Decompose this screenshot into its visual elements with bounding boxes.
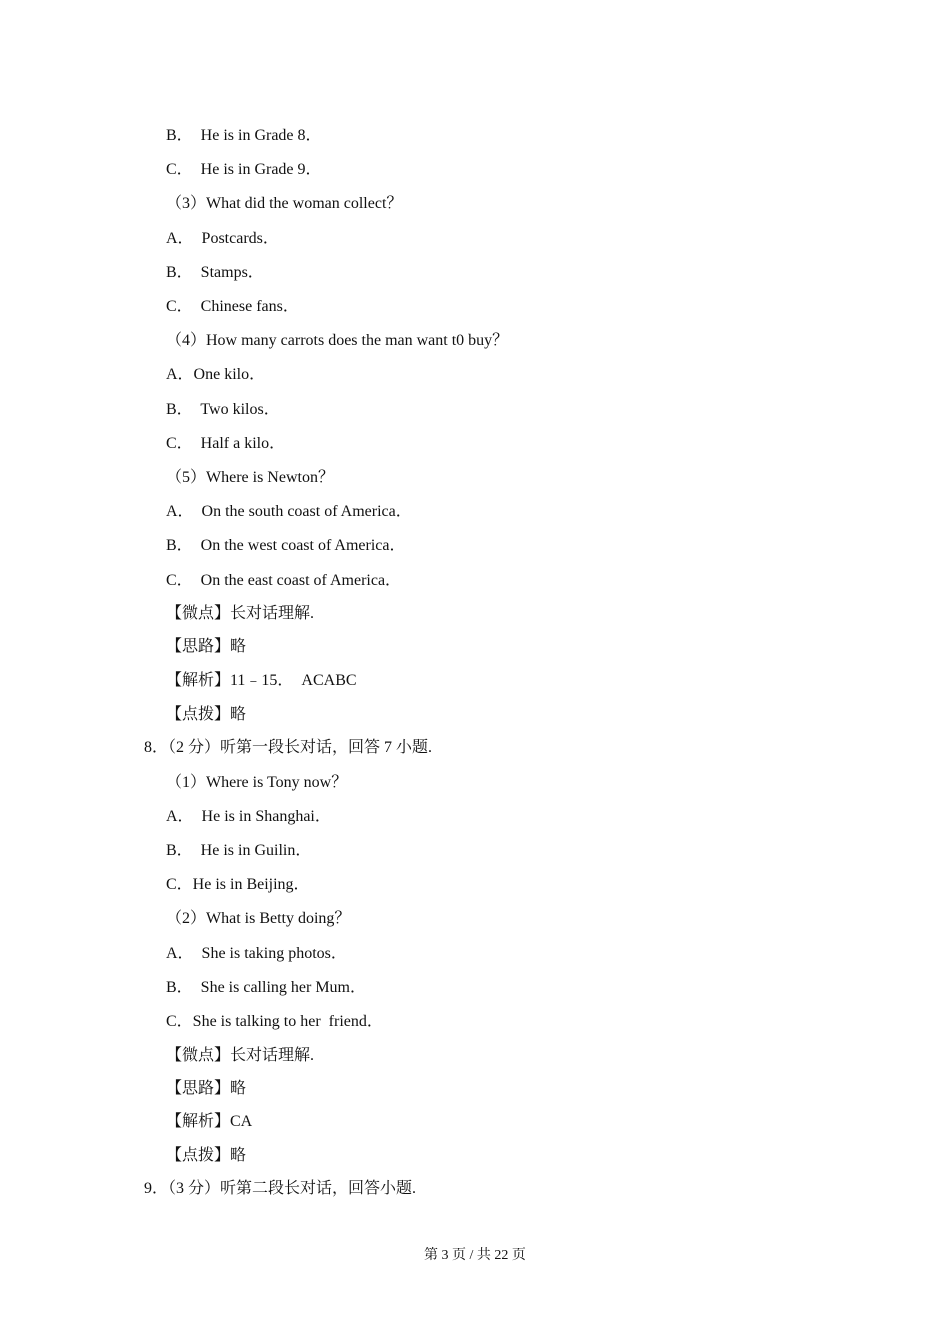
option-line: C．She is talking to her friend． bbox=[166, 1013, 383, 1030]
option-line: C．He is in Beijing． bbox=[166, 876, 310, 893]
note-line: 【微点】长对话理解. bbox=[166, 605, 315, 622]
option-line: A． On the south coast of America． bbox=[166, 503, 412, 520]
option-line: B． On the west coast of America． bbox=[166, 537, 406, 554]
answer-line: 【解析】CA bbox=[166, 1113, 253, 1130]
option-line: C． Half a kilo． bbox=[166, 435, 286, 452]
option-line: A． Postcards． bbox=[166, 230, 279, 247]
note-line: 【思路】略 bbox=[166, 1080, 247, 1097]
option-line: C． He is in Grade 9． bbox=[166, 161, 322, 178]
question-line: （4）How many carrots does the man want t0 buy？ bbox=[166, 332, 509, 349]
option-line: A． She is taking photos． bbox=[166, 945, 347, 962]
option-line: A． He is in Shanghai． bbox=[166, 808, 331, 825]
question-line: （5）Where is Newton？ bbox=[166, 469, 334, 486]
question-heading: 9．（3 分）听第二段长对话，回答小题. bbox=[144, 1180, 417, 1197]
question-line: （2）What is Betty doing？ bbox=[166, 910, 351, 927]
question-heading: 8．（2 分）听第一段长对话，回答 7 小题. bbox=[144, 739, 433, 756]
question-line: （3）What did the woman collect？ bbox=[166, 195, 403, 212]
note-line: 【点拨】略 bbox=[166, 1147, 247, 1164]
option-line: C． Chinese fans． bbox=[166, 298, 299, 315]
question-line: （1）Where is Tony now？ bbox=[166, 774, 348, 791]
option-line: B． Two kilos． bbox=[166, 401, 280, 418]
option-line: B． He is in Grade 8． bbox=[166, 127, 322, 144]
answer-line: 【解析】11﹣15． ACABC bbox=[166, 672, 357, 689]
page-footer: 第 3 页 / 共 22 页 bbox=[424, 1248, 526, 1263]
option-line: C． On the east coast of America． bbox=[166, 572, 402, 589]
note-line: 【微点】长对话理解. bbox=[166, 1047, 315, 1064]
option-line: B． Stamps． bbox=[166, 264, 264, 281]
option-line: A．One kilo． bbox=[166, 366, 266, 383]
note-line: 【思路】略 bbox=[166, 638, 247, 655]
option-line: B． She is calling her Mum． bbox=[166, 979, 366, 996]
option-line: B． He is in Guilin． bbox=[166, 842, 312, 859]
note-line: 【点拨】略 bbox=[166, 706, 247, 723]
